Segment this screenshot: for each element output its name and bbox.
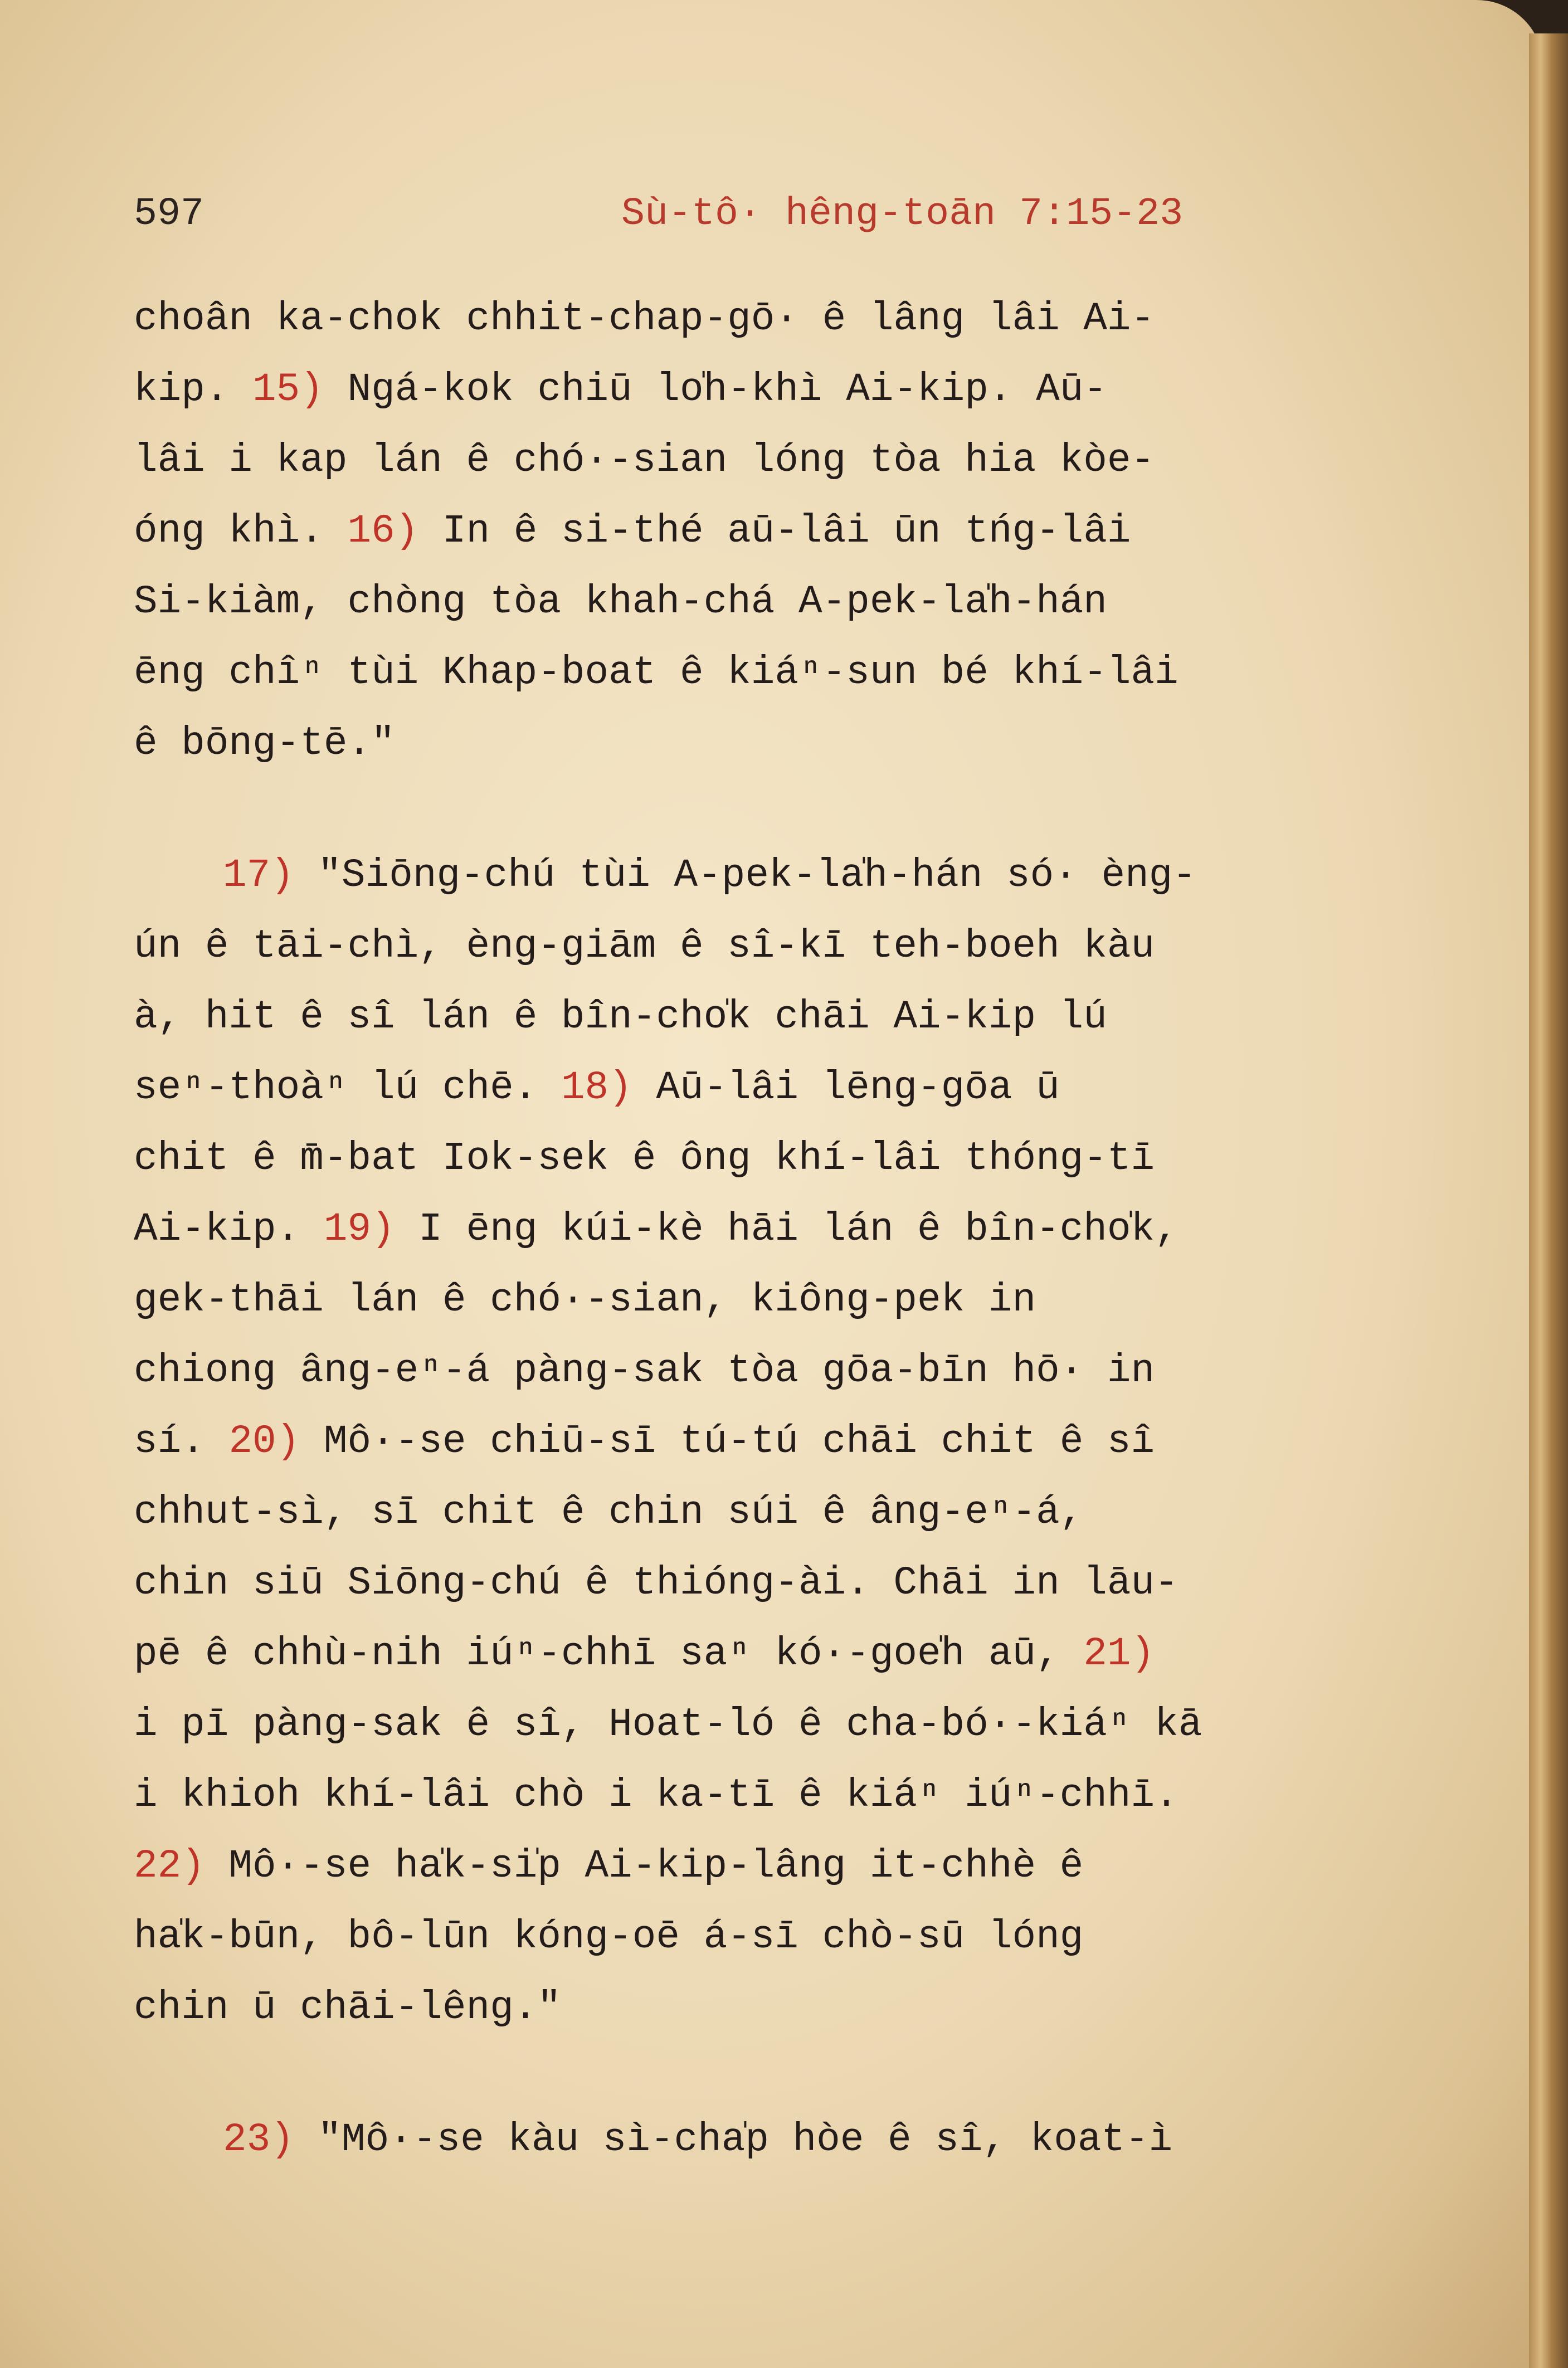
text-segment: seⁿ-thoàⁿ lú chē. [134, 1066, 561, 1110]
text-segment: pē ê chhù-nih iúⁿ-chhī saⁿ kó·-goe̍h aū, [134, 1632, 1084, 1677]
text-segment: chin ū chāi-lêng." [134, 1986, 561, 2030]
paragraph-gap [134, 2044, 1415, 2105]
text-segment: "Mô·-se kàu sì-cha̍p hòe ê sî, koat-ì [294, 2118, 1173, 2162]
text-line [134, 709, 1415, 779]
text-line [134, 2105, 1415, 2176]
text-line [134, 355, 1415, 426]
text-line [134, 1690, 1415, 1761]
text-segment: Mô·-se chiū-sī tú-tú chāi chit ê sî [300, 1420, 1155, 1464]
text-line [134, 1619, 1415, 1690]
text-line [134, 1478, 1415, 1548]
page-edge [1529, 33, 1568, 2368]
verse-number: 15) [252, 368, 324, 412]
text-segment: ēng chîⁿ tùi Khap-boat ê kiáⁿ-sun bé khí-lâi [134, 651, 1179, 695]
paragraph [134, 2105, 1415, 2176]
page-header [134, 192, 1360, 254]
text-segment: Mô·-se ha̍k-si̍p Ai-kip-lâng it-chhè ê [204, 1844, 1084, 1889]
text-line [134, 982, 1415, 1053]
text-segment: choân ka-chok chhit-chap-gō· ê lâng lâi Ai- [134, 297, 1155, 342]
text-line [134, 496, 1415, 567]
paragraph [134, 841, 1415, 2044]
text-line [134, 1053, 1415, 1124]
text-line [134, 1124, 1415, 1195]
text-segment: à, hit ê sî lán ê bîn-cho̍k chāi Ai-kip lú [134, 995, 1107, 1040]
text-line [134, 1195, 1415, 1265]
verse-number: 20) [228, 1420, 300, 1464]
text-segment: I ēng kúi-kè hāi lán ê bîn-cho̍k, [395, 1207, 1179, 1252]
text-segment: óng khì. [134, 509, 348, 554]
text-segment: In ê si-thé aū-lâi ūn tńg-lâi [418, 509, 1131, 554]
body-text [134, 284, 1415, 2176]
text-segment: ha̍k-būn, bô-lūn kóng-oē á-sī chò-sū lóng [134, 1915, 1084, 1960]
text-line [134, 638, 1415, 709]
paragraph [134, 284, 1415, 779]
verse-number: 22) [134, 1844, 205, 1889]
text-line [134, 567, 1415, 638]
text-line [134, 1336, 1415, 1407]
verse-number: 19) [323, 1207, 395, 1252]
page-number: 597 [134, 192, 204, 236]
text-line [134, 1265, 1415, 1336]
text-segment: chiong âng-eⁿ-á pàng-sak tòa gōa-bīn hō· in [134, 1349, 1155, 1393]
running-title: Sù-tô· hêng-toān 7:15-23 [621, 192, 1184, 236]
text-segment: chit ê m̄-bat Iok-sek ê ông khí-lâi thóng-tī [134, 1137, 1155, 1181]
text-line [134, 841, 1415, 912]
text-line [134, 1902, 1415, 1973]
text-segment: Aū-lâi lēng-gōa ū [632, 1066, 1060, 1110]
verse-number: 23) [223, 2118, 294, 2162]
text-line [134, 1407, 1415, 1478]
text-line [134, 912, 1415, 982]
text-line [134, 1548, 1415, 1619]
text-segment: Si-kiàm, chòng tòa khah-chá A-pek-la̍h-hán [134, 580, 1107, 625]
text-segment: ê bōng-tē." [134, 722, 395, 766]
verse-number: 16) [347, 509, 419, 554]
text-segment: ún ê tāi-chì, èng-giām ê sî-kī teh-boeh kàu [134, 924, 1155, 969]
text-segment: lâi i kap lán ê chó·-sian lóng tòa hia kòe- [134, 438, 1155, 483]
verse-number: 17) [223, 854, 294, 898]
text-segment: chin siū Siōng-chú ê thióng-ài. Chāi in lāu- [134, 1561, 1179, 1606]
text-segment: i khioh khí-lâi chò i ka-tī ê kiáⁿ iúⁿ-chhī. [134, 1773, 1179, 1818]
text-segment: gek-thāi lán ê chó·-sian, kiông-pek in [134, 1278, 1036, 1323]
paragraph-gap [134, 779, 1415, 841]
verse-number: 18) [561, 1066, 632, 1110]
text-segment: kip. [134, 368, 253, 412]
text-line [134, 1761, 1415, 1831]
text-segment: sí. [134, 1420, 229, 1464]
text-segment: chhut-sì, sī chit ê chin súi ê âng-eⁿ-á, [134, 1490, 1084, 1535]
text-line [134, 1973, 1415, 2044]
verse-number: 21) [1083, 1632, 1155, 1677]
text-line [134, 426, 1415, 496]
text-segment: i pī pàng-sak ê sî, Hoat-ló ê cha-bó·-kiáⁿ kā [134, 1703, 1202, 1747]
text-line [134, 284, 1415, 355]
text-segment: Ngá-kok chiū lo̍h-khì Ai-kip. Aū- [323, 368, 1107, 412]
text-line [134, 1831, 1415, 1902]
text-segment: "Siōng-chú tùi A-pek-la̍h-hán só· èng- [294, 854, 1196, 898]
text-segment: Ai-kip. [134, 1207, 324, 1252]
